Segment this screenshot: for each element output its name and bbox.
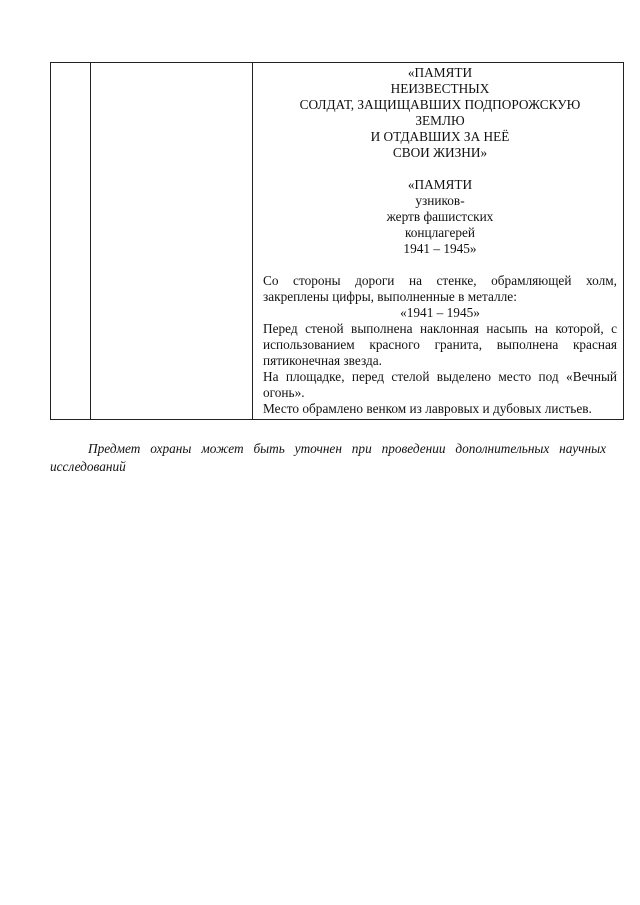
inscription-line: СОЛДАТ, ЗАЩИЩАВШИХ ПОДПОРОЖСКУЮ bbox=[299, 97, 581, 112]
spacer bbox=[263, 161, 617, 177]
inscription-line: концлагерей bbox=[404, 225, 476, 240]
monument-description bbox=[263, 273, 617, 417]
inscription-line: НЕИЗВЕСТНЫХ bbox=[390, 81, 490, 96]
description-paragraph: Место обрамлено венком из лавровых и дубовых листьев. bbox=[263, 401, 592, 416]
content-cell bbox=[253, 63, 624, 420]
description-paragraph: Со стороны дороги на стенке, обрамляющей холм, закреплены цифры, выполненные в металле: bbox=[263, 273, 617, 304]
inscription-line: СВОИ ЖИЗНИ» bbox=[392, 145, 488, 160]
inscription-line: узников- bbox=[415, 193, 465, 208]
inscription-line: 1941 – 1945» bbox=[403, 241, 477, 256]
inscription-prisoners bbox=[263, 177, 617, 257]
description-paragraph: Перед стеной выполнена наклонная насыпь на которой, с использованием красного гранита, выполнена красная пятиконечная звезда. bbox=[263, 321, 617, 368]
protection-table bbox=[50, 62, 624, 420]
number-cell bbox=[51, 63, 91, 420]
inscription-line: «ПАМЯТИ bbox=[407, 65, 473, 80]
description-paragraph: На площадке, перед стелой выделено место под «Вечный огонь». bbox=[263, 369, 617, 400]
inscription-line: жертв фашистских bbox=[386, 209, 494, 224]
inscription-soldiers bbox=[263, 65, 617, 161]
inscription-line: ЗЕМЛЮ bbox=[415, 113, 465, 128]
inscription-line: И ОТДАВШИХ ЗА НЕЁ bbox=[370, 129, 510, 144]
description-dates: «1941 – 1945» bbox=[400, 305, 480, 320]
footer-note: Предмет охраны может быть уточнен при проведении дополнительных научных исследований bbox=[50, 441, 606, 474]
inscription-line: «ПАМЯТИ bbox=[407, 177, 473, 192]
table-row bbox=[51, 63, 624, 420]
type-cell bbox=[91, 63, 253, 420]
